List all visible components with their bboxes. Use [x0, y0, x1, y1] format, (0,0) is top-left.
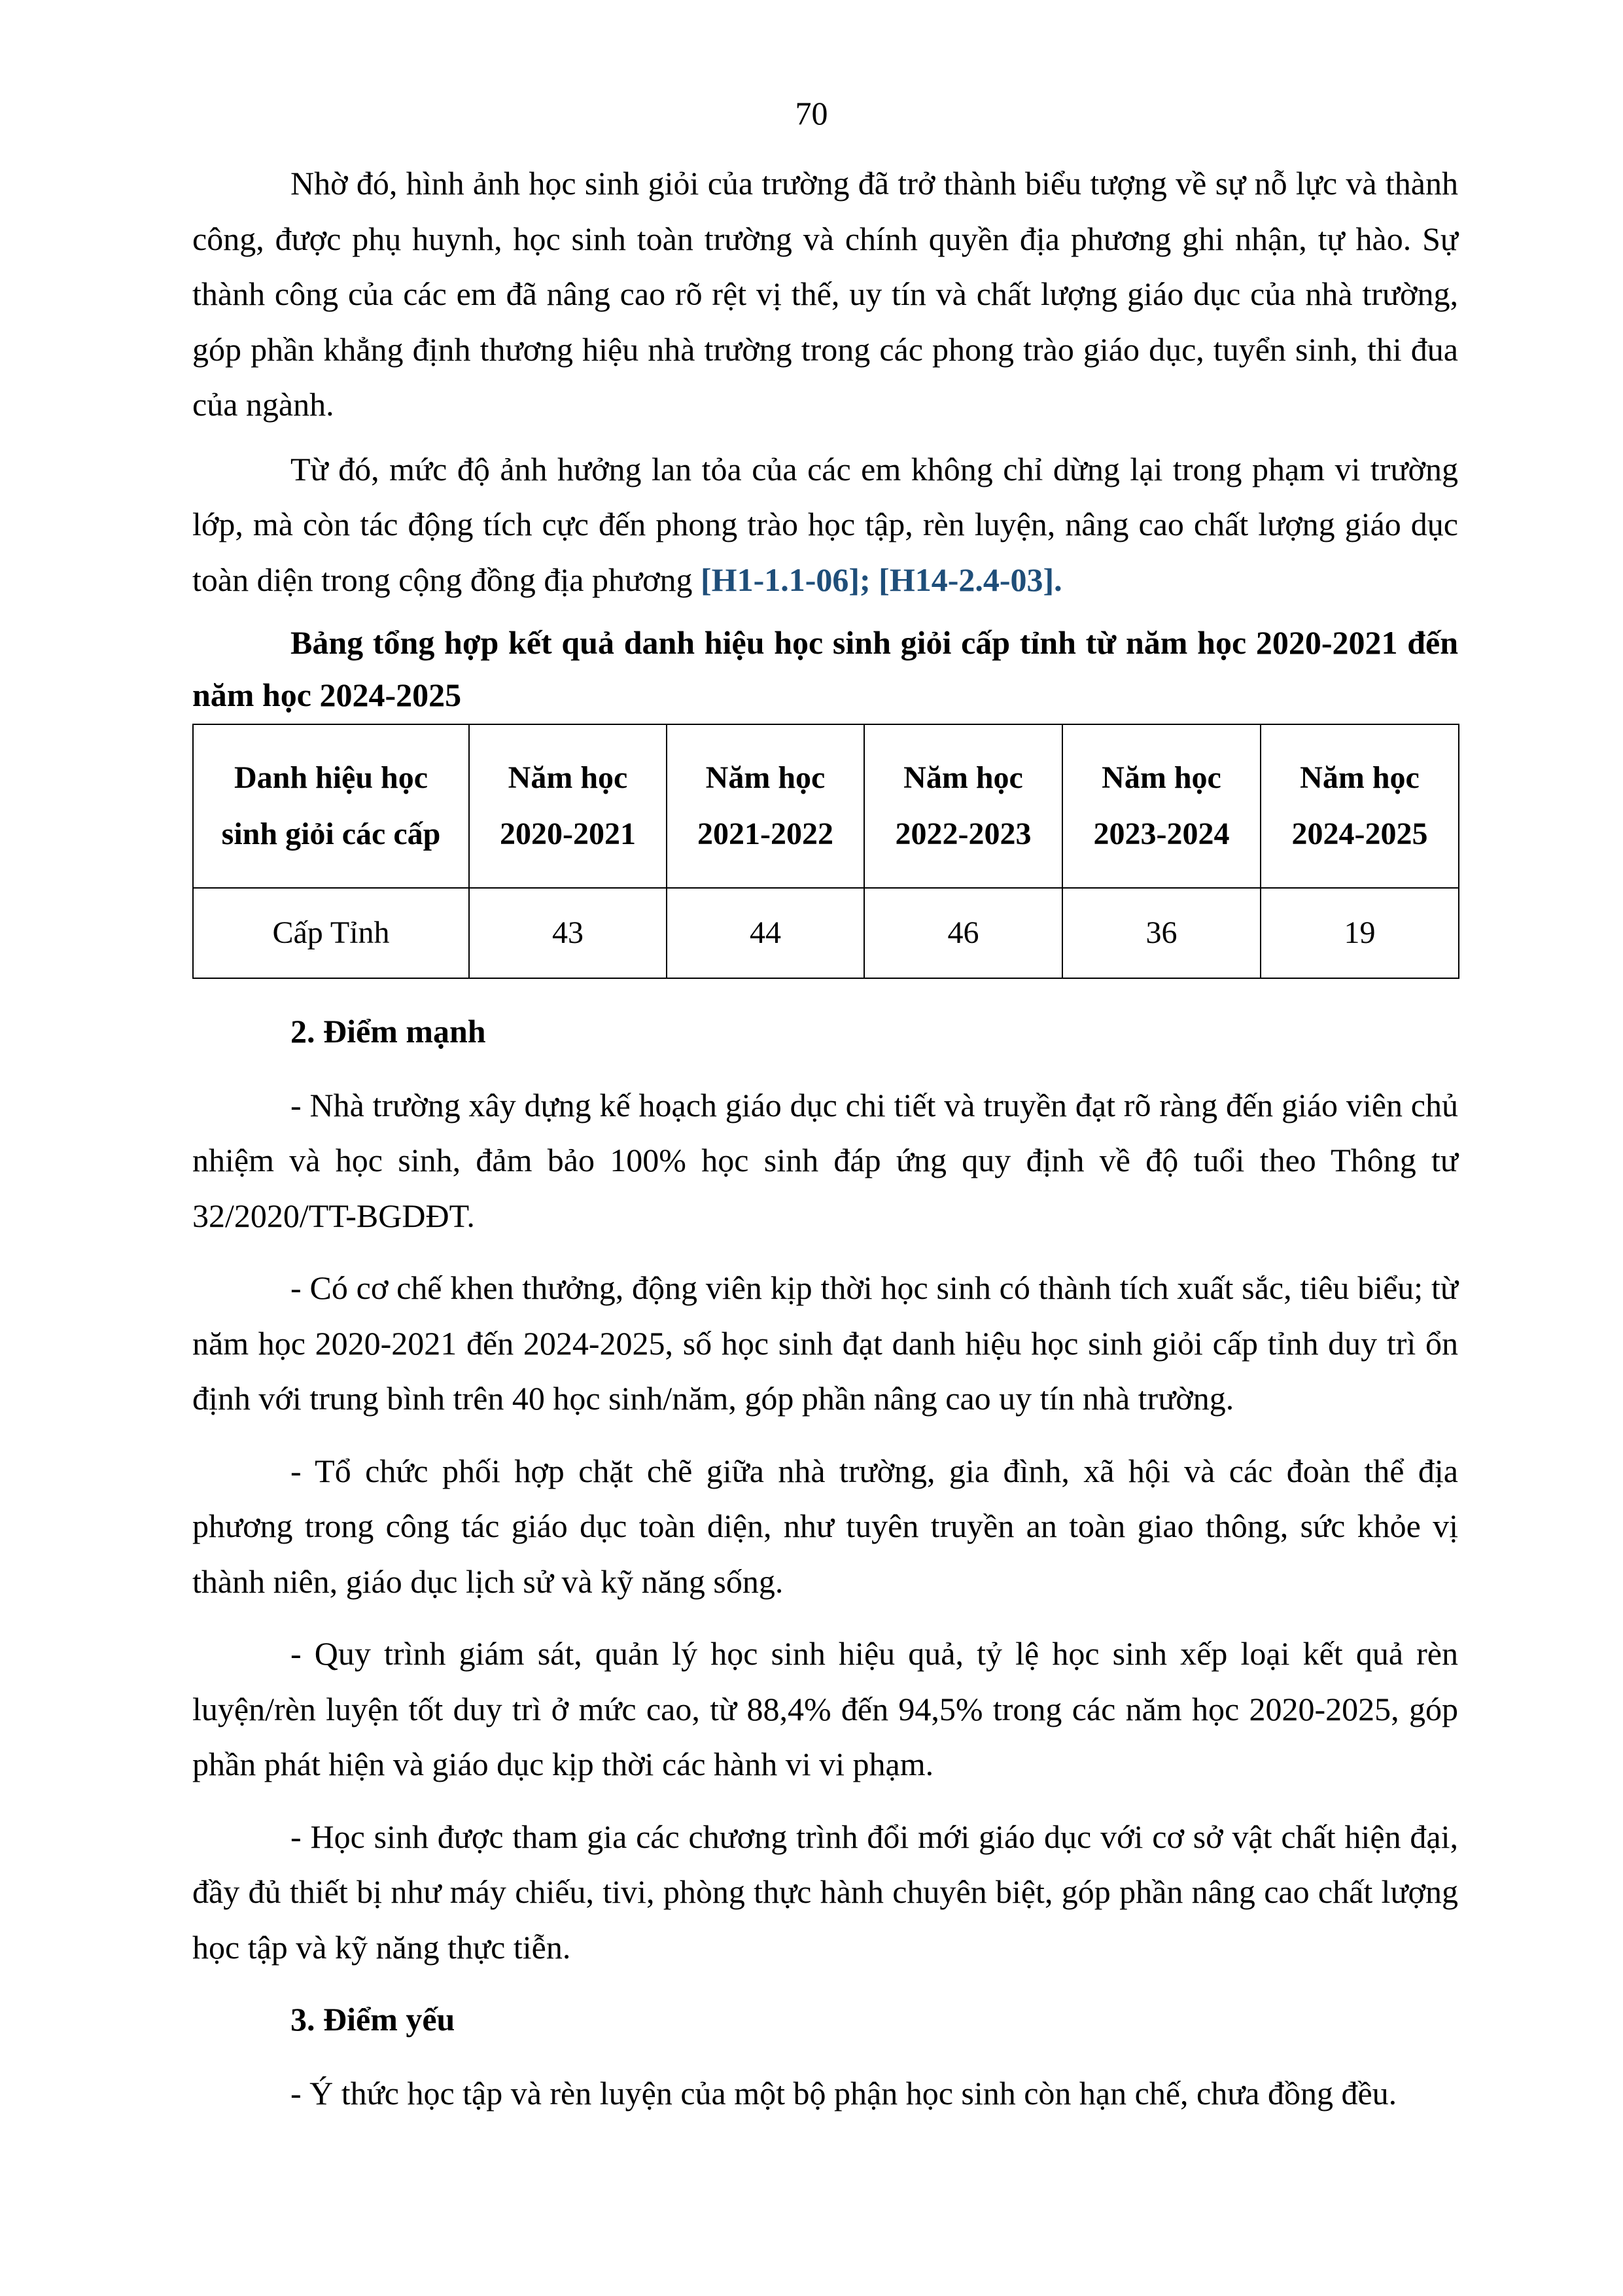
header-category-line1: Danh hiệu học — [234, 760, 428, 795]
strength-item: - Nhà trường xây dựng kế hoạch giáo dục chi tiết và truyền đạt rõ ràng đến giáo viên chủ nhiệm và học sinh, đảm bảo 100% học sinh đáp ứng quy định về độ tuổi theo Thông tư 32/2020/TT-BGDĐT. — [192, 1086, 1458, 1234]
header-year-value: 2022-2023 — [895, 817, 1032, 851]
table-row — [193, 888, 1459, 978]
strength-item: - Quy trình giám sát, quản lý học sinh hiệu quả, tỷ lệ học sinh xếp loại kết quả rèn luyện/rèn luyện tốt duy trì ở mức cao, từ 88,4% đến 94,5% trong các năm học 2020-2025, góp phần phát hiện và giáo dục kịp thời các hành vi vi phạm. — [192, 1635, 1458, 1782]
table-header-row — [193, 724, 1459, 888]
table-cell: 19 — [1261, 888, 1459, 978]
table-cell: 44 — [667, 888, 864, 978]
table-header-year — [469, 724, 667, 888]
table-cell: 43 — [469, 888, 667, 978]
page-number: 70 — [795, 95, 828, 132]
evidence-reference-link[interactable]: [H1-1.1-06]; [H14-2.4-03]. — [701, 561, 1062, 598]
table-title: Bảng tổng hợp kết quả danh hiệu học sinh giỏi cấp tỉnh từ năm học 2020-2021 đến năm học 2024-2025 — [192, 624, 1458, 713]
header-year-label: Năm học — [1102, 760, 1221, 795]
table-cell: 36 — [1062, 888, 1261, 978]
table-header-title-category — [193, 724, 469, 888]
header-category-line2: sinh giỏi các cấp — [221, 817, 441, 851]
table-header-year — [864, 724, 1062, 888]
header-year-label: Năm học — [1300, 760, 1420, 795]
paragraph-influence — [192, 442, 1458, 608]
table-header-year — [667, 724, 864, 888]
header-year-label: Năm học — [903, 760, 1023, 795]
body-column — [192, 156, 1458, 2138]
table-header-year — [1062, 724, 1261, 888]
header-year-value: 2023-2024 — [1093, 817, 1230, 851]
strengths-heading: 2. Điểm mạnh — [290, 1013, 486, 1050]
strength-item: - Học sinh được tham gia các chương trình đổi mới giáo dục với cơ sở vật chất hiện đại, đầy đủ thiết bị như máy chiếu, tivi, phòng thực hành chuyên biệt, góp phần nâng cao chất lượng học tập và kỹ năng thực tiễn. — [192, 1818, 1458, 1966]
row-label-cell: Cấp Tỉnh — [193, 888, 469, 978]
paragraph-influence-text: Từ đó, mức độ ảnh hưởng lan tỏa của các em không chỉ dừng lại trong phạm vi trường lớp, mà còn tác động tích cực đến phong trào học tập, rèn luyện, nâng cao chất lượng giáo dục toàn diện trong cộng đồng địa phương — [192, 450, 1458, 598]
paragraph-achievement-recognition: Nhờ đó, hình ảnh học sinh giỏi của trường đã trở thành biểu tượng về sự nỗ lực và thành công, được phụ huynh, học sinh toàn trường và chính quyền địa phương ghi nhận, tự hào. Sự thành công của các em đã nâng cao rõ rệt vị thế, uy tín và chất lượng giáo dục của nhà trường, góp phần khẳng định thương hiệu nhà trường trong các phong trào giáo dục, tuyển sinh, thi đua của ngành. — [192, 165, 1458, 423]
header-year-label: Năm học — [508, 760, 628, 795]
header-year-value: 2024-2025 — [1291, 817, 1428, 851]
table-cell: 46 — [864, 888, 1062, 978]
strength-item: - Tổ chức phối hợp chặt chẽ giữa nhà trường, gia đình, xã hội và các đoàn thể địa phương trong công tác giáo dục toàn diện, như tuyên truyền an toàn giao thông, sức khỏe vị thành niên, giáo dục lịch sử và kỹ năng sống. — [192, 1452, 1458, 1600]
table-header-year — [1261, 724, 1459, 888]
provincial-excellent-students-table — [192, 724, 1459, 979]
weaknesses-heading: 3. Điểm yếu — [290, 2001, 455, 2038]
strength-item: - Có cơ chế khen thưởng, động viên kịp thời học sinh có thành tích xuất sắc, tiêu biểu; từ năm học 2020-2021 đến 2024-2025, số học sinh đạt danh hiệu học sinh giỏi cấp tỉnh duy trì ổn định với trung bình trên 40 học sinh/năm, góp phần nâng cao uy tín nhà trường. — [192, 1269, 1458, 1417]
header-year-value: 2021-2022 — [697, 817, 833, 851]
header-year-label: Năm học — [705, 760, 826, 795]
header-year-value: 2020-2021 — [500, 817, 636, 851]
weakness-item: - Ý thức học tập và rèn luyện của một bộ phận học sinh còn hạn chế, chưa đồng đều. — [290, 2074, 1397, 2111]
